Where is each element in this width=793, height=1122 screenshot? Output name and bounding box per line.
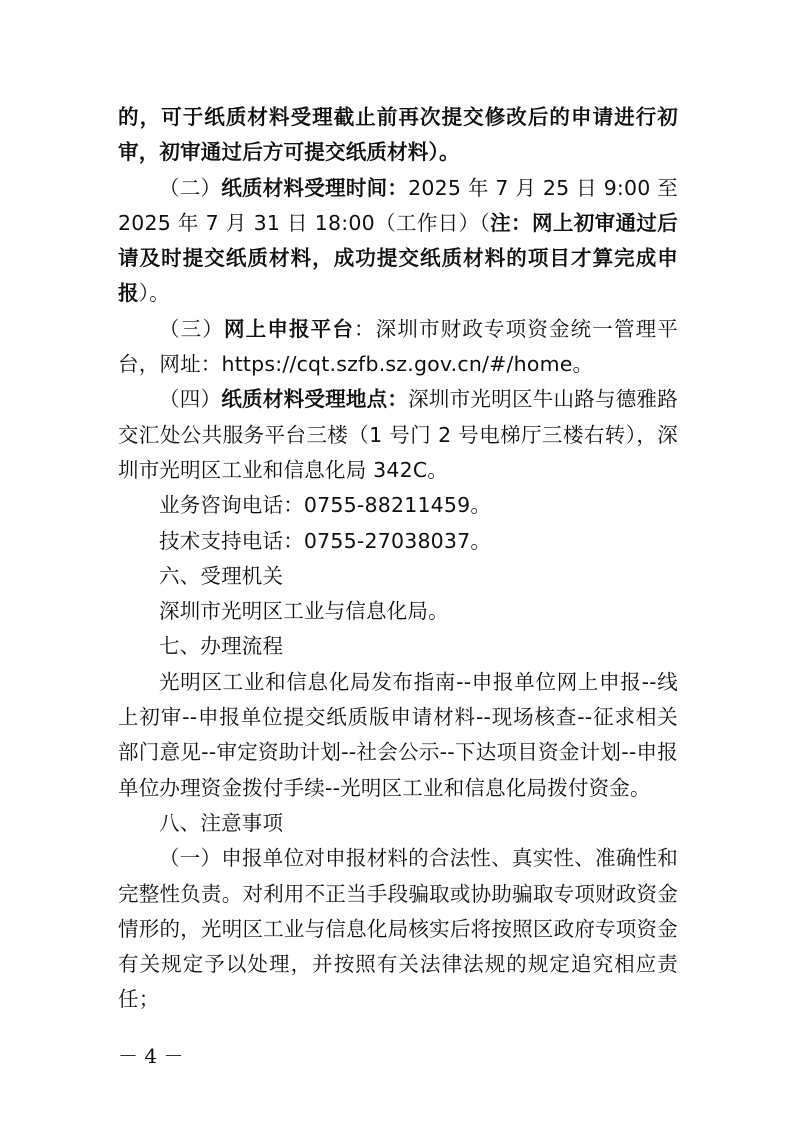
business-phone-text: 业务咨询电话：0755-88211459。 [159,493,492,518]
paragraph-note-1 [118,841,678,1017]
location-text: 深圳市光明区牛山路与德雅路交汇处公共服务平台三楼（1 号门 2 号电梯厅三楼右转），深圳市光明区工业和信息化局 342C。 [118,387,678,482]
paper-time-label: 纸质材料受理时间： [221,175,409,200]
paper-time-note: 网上初审通过后请及时提交纸质材料，成功提交纸质材料的项目才算完成申报 [118,210,678,306]
section-heading-process [118,629,678,664]
paper-time-note-label: 注： [490,210,532,235]
paragraph-accepting-agency [118,594,678,629]
section-heading-8-text: 八、注意事项 [159,810,284,835]
support-phone [118,524,678,559]
paragraph-paper-time [118,171,678,312]
section-heading-notes [118,806,678,841]
support-phone-text: 技术支持电话：0755-27038037。 [159,528,492,553]
location-lead: （四） [159,387,222,412]
accepting-agency-text: 深圳市光明区工业与信息化局。 [159,599,449,624]
paragraph-continuation [118,100,678,171]
platform-label: 网上申报平台 [224,316,354,341]
paragraph-paper-location [118,382,678,488]
business-phone [118,488,678,523]
page-number: － 4 － [118,1044,184,1068]
paragraph-process [118,665,678,806]
note-1-text: （一）申报单位对申报材料的合法性、真实性、准确性和完整性负责。对利用不正当手段骗取或协助骗取专项财政资金情形的，光明区工业与信息化局核实后将按照区政府专项资金有关规定予以处理，并按照有关法律法规的规定追究相应责任； [118,846,678,1012]
paper-time-text: 2025 年 7 月 25 日 9:00 至 2025 年 7 月 31 日 18:00（工作日）（ [118,175,678,235]
section-heading-7-text: 七、办理流程 [159,634,284,659]
document-body [118,100,678,1018]
paper-time-lead: （二） [159,175,222,200]
paper-time-tail: ）。 [138,281,170,306]
paragraph-online-platform [118,312,678,383]
platform-lead: （三） [159,316,224,341]
location-label: 纸质材料受理地点： [221,387,409,412]
section-heading-accepting-agency [118,559,678,594]
section-heading-6-text: 六、受理机关 [159,563,284,588]
platform-text: ：深圳市财政专项资金统一管理平台，网址：https://cqt.szfb.sz.gov.cn/#/home。 [118,316,679,377]
process-text: 光明区工业和信息化局发布指南--申报单位网上申报--线上初审--申报单位提交纸质版申请材料--现场核查--征求相关部门意见--审定资助计划--社会公示--下达项目资金计划--申报单位办理资金拨付手续--光明区工业和信息化局拨付资金。 [118,669,678,800]
continuation-text: 的，可于纸质材料受理截止前再次提交修改后的申请进行初审，初审通过后方可提交纸质材料）。 [118,105,678,165]
